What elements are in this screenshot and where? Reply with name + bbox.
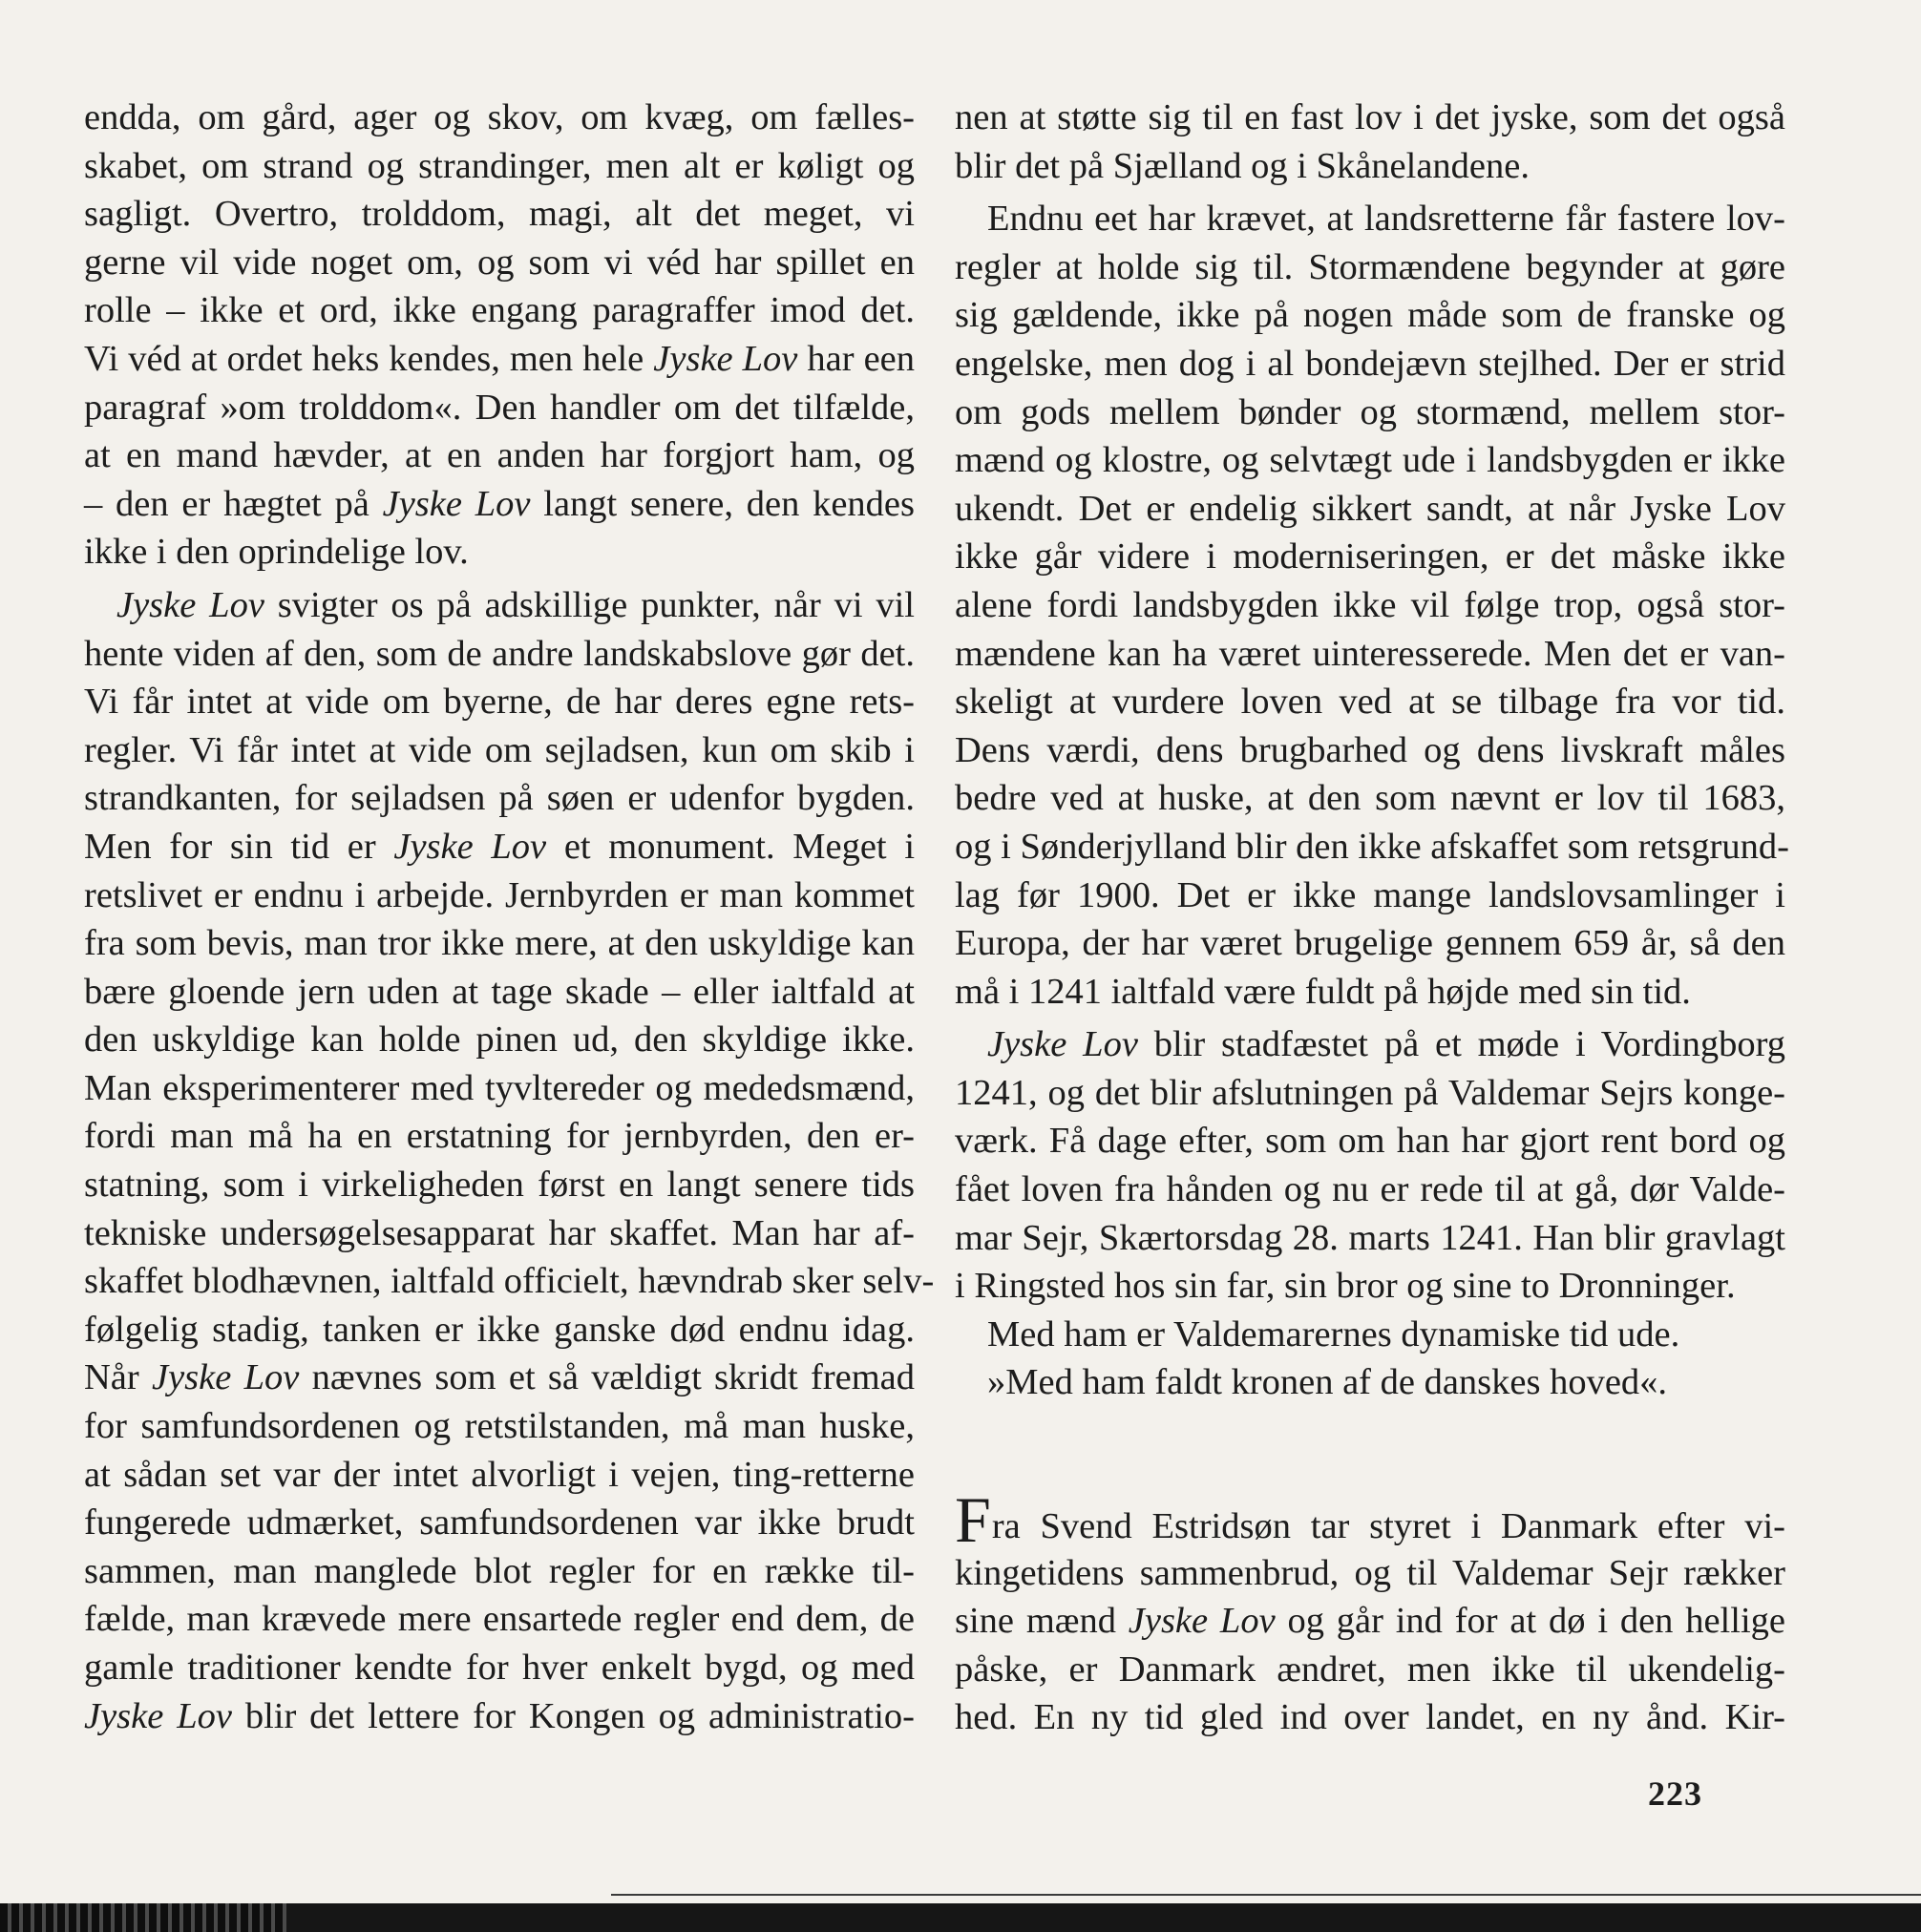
scan-edge-stripes — [0, 1903, 286, 1932]
bottom-rule — [611, 1894, 1921, 1896]
text-line: bedre ved at huske, at den som nævnt er lov til 1683, — [955, 778, 1785, 819]
text-line: mænd og klostre, og selvtægt ude i landsbygden er ikke — [955, 440, 1785, 481]
text-line: retslivet er endnu i arbejde. Jernbyrden er man kommet — [84, 874, 915, 915]
text-line: 1241, og det blir afslutningen på Valdemar Sejrs konge- — [955, 1072, 1785, 1113]
text-line: at sådan set var der intet alvorligt i vejen, ting-retterne — [84, 1454, 915, 1495]
text-line: skabet, om strand og strandinger, men alt er køligt og — [84, 145, 915, 186]
text-line: fra som bevis, man tror ikke mere, at den uskyldige kan — [84, 923, 915, 964]
text-line: sig gældende, ikke på nogen måde som de franske og — [955, 295, 1785, 336]
text-line: Jyske Lov svigter os på adskillige punkter, når vi vil — [116, 584, 915, 625]
text-line: for samfundsordenen og retstilstanden, må man huske, — [84, 1406, 915, 1447]
text-line: må i 1241 ialtfald være fuldt på højde med sin tid. — [955, 971, 1691, 1012]
text-line: Fra Svend Estridsøn tar styret i Danmark efter vi- — [955, 1483, 1785, 1557]
text-line: i Ringsted hos sin far, sin bror og sine to Dronninger. — [955, 1266, 1736, 1307]
text-line: ikke går videre i moderniseringen, er det måske ikke — [955, 536, 1785, 578]
text-line: strandkanten, for sejladsen på søen er udenfor bygden. — [84, 778, 915, 819]
right-column — [955, 94, 1789, 1742]
text-line: Jyske Lov blir stadfæstet på et møde i Vordingborg — [987, 1024, 1785, 1065]
text-line: »Med ham faldt kronen af de danskes hoved«. — [987, 1362, 1668, 1403]
text-line: Med ham er Valdemarernes dynamiske tid ude. — [987, 1313, 1680, 1354]
text-line: værk. Få dage efter, som om han har gjort rent bord og — [955, 1121, 1785, 1162]
text-line: skeligt at vurdere loven ved at se tilbage fra vor tid. — [955, 682, 1785, 723]
text-line: Jyske Lov blir det lettere for Kongen og administratio- — [84, 1695, 916, 1736]
text-line: fælde, man krævede mere ensartede regler end dem, de — [84, 1599, 915, 1640]
text-line: mændene kan ha været uinteresserede. Men det er van- — [955, 633, 1785, 674]
text-line: engelske, men dog i al bondejævn stejlhed. Der er strid — [955, 343, 1785, 384]
text-line: alene fordi landsbygden ikke vil følge trop, også stor- — [955, 584, 1785, 625]
text-line: fordi man må ha en erstatning for jernbyrden, den er- — [84, 1116, 915, 1157]
text-line: bære gloende jern uden at tage skade – eller ialtfald at — [84, 971, 915, 1012]
text-line: – den er hægtet på Jyske Lov langt senere, den kendes — [84, 483, 916, 524]
text-line: regler at holde sig til. Stormændene begynder at gøre — [955, 246, 1785, 287]
text-line: Men for sin tid er Jyske Lov et monument. Meget i — [84, 826, 916, 867]
text-line: lag før 1900. Det er ikke mange landslovsamlinger i — [955, 874, 1785, 915]
text-line: Endnu eet har krævet, at landsretterne får fastere lov- — [987, 199, 1785, 240]
text-line: hente viden af den, som de andre landskabslove gør det. — [84, 633, 915, 674]
text-line: kingetidens sammenbrud, og til Valdemar Sejr rækker — [955, 1552, 1785, 1593]
text-line: gamle traditioner kendte for hver enkelt bygd, og med — [84, 1648, 915, 1688]
text-line: fået loven fra hånden og nu er rede til at gå, dør Valde- — [955, 1169, 1785, 1210]
text-line: skaffet blodhævnen, ialtfald officielt, hævndrab sker selv- — [84, 1261, 935, 1302]
text-line: Vi véd at ordet heks kendes, men hele Jyske Lov har een — [84, 338, 916, 379]
text-line: sine mænd Jyske Lov og går ind for at dø i den hellige — [955, 1601, 1785, 1642]
drop-cap: F — [955, 1483, 991, 1557]
text-line: tekniske undersøgelsesapparat har skaffet. Man har af- — [84, 1212, 915, 1253]
text-line: ikke i den oprindelige lov. — [84, 532, 469, 573]
text-line: nen at støtte sig til en fast lov i det jyske, som det også — [955, 97, 1785, 137]
scan-edge — [0, 1903, 1921, 1932]
text-line: rolle – ikke et ord, ikke engang paragraffer imod det. — [84, 290, 915, 331]
text-line: gerne vil vide noget om, og som vi véd har spillet en — [84, 242, 915, 283]
page-number: 223 — [1648, 1774, 1702, 1813]
text-line: statning, som i virkeligheden først en langt senere tids — [84, 1165, 915, 1206]
text-line: blir det på Sjælland og i Skånelandene. — [955, 145, 1530, 186]
text-line: Man eksperimenterer med tyvltereder og mededsmænd, — [84, 1067, 915, 1108]
text-line: Dens værdi, dens brugbarhed og dens livskraft måles — [955, 729, 1785, 770]
text-line: sammen, man manglede blot regler for en række til- — [84, 1550, 915, 1591]
text-line: og i Sønderjylland blir den ikke afskaffet som retsgrund- — [955, 826, 1789, 867]
text-line: påske, er Danmark ændret, men ikke til ukendelig- — [955, 1648, 1785, 1690]
left-column — [84, 94, 935, 1740]
text-line: Når Jyske Lov nævnes som et så vældigt skridt fremad — [84, 1357, 916, 1398]
text-line: ukendt. Det er endelig sikkert sandt, at når Jyske Lov — [955, 488, 1785, 529]
text-line: paragraf »om trolddom«. Den handler om det tilfælde, — [84, 387, 915, 428]
text-line: sagligt. Overtro, trolddom, magi, alt det meget, vi — [84, 194, 915, 235]
text-line: følgelig stadig, tanken er ikke ganske død endnu idag. — [84, 1309, 915, 1350]
text-line: om gods mellem bønder og stormænd, mellem stor- — [955, 391, 1785, 432]
text-line: den uskyldige kan holde pinen ud, den skyldige ikke. — [84, 1019, 915, 1060]
text-line: mar Sejr, Skærtorsdag 28. marts 1241. Han blir gravlagt — [955, 1217, 1785, 1258]
text-line: Vi får intet at vide om byerne, de har deres egne rets- — [84, 682, 915, 723]
text-line: at en mand hævder, at en anden har forgjort ham, og — [84, 435, 915, 476]
text-line: Europa, der har været brugelige gennem 659 år, så den — [955, 923, 1785, 964]
text-line: fungerede udmærket, samfundsordenen var ikke brudt — [84, 1502, 915, 1544]
text-line: hed. En ny tid gled ind over landet, en ny ånd. Kir- — [955, 1697, 1785, 1738]
text-line: regler. Vi får intet at vide om sejladsen, kun om skib i — [84, 729, 915, 770]
text-line: endda, om gård, ager og skov, om kvæg, om fælles- — [84, 97, 915, 137]
